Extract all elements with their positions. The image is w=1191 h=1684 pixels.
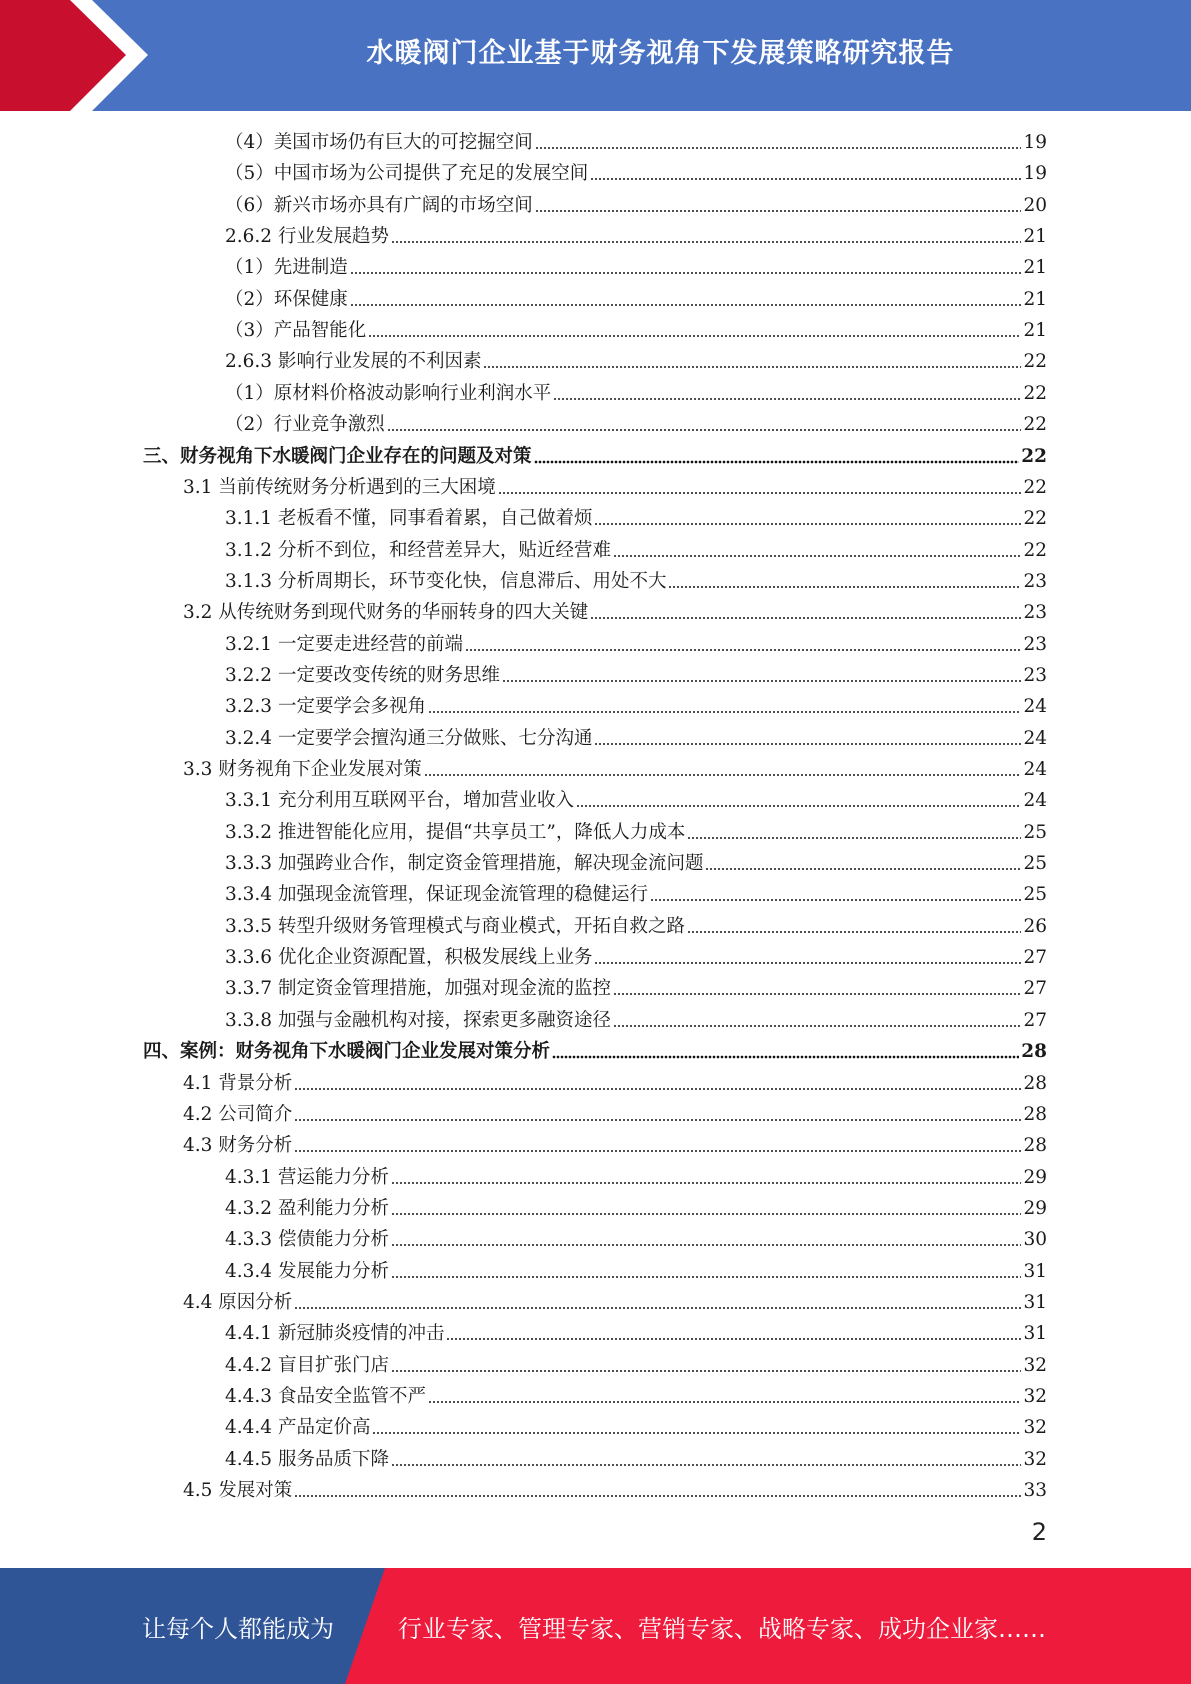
toc-dot-leader bbox=[590, 177, 1021, 181]
toc-entry[interactable] bbox=[183, 755, 1047, 785]
toc-dot-leader bbox=[294, 1087, 1021, 1091]
toc-entry-title: 4.4.1 新冠肺炎疫情的冲击 bbox=[225, 1323, 445, 1345]
toc-entry-page: 22 bbox=[1023, 508, 1047, 530]
toc-entry-title: 3.3.3 加强跨业合作，制定资金管理措施，解决现金流问题 bbox=[225, 853, 704, 875]
toc-entry-page: 21 bbox=[1023, 257, 1047, 279]
toc-dot-leader bbox=[391, 1463, 1021, 1467]
toc-entry-page: 30 bbox=[1023, 1229, 1047, 1251]
toc-entry[interactable] bbox=[225, 285, 1047, 315]
toc-entry[interactable] bbox=[225, 1257, 1047, 1287]
toc-entry[interactable] bbox=[183, 1288, 1047, 1318]
toc-entry-title: （2）行业竞争激烈 bbox=[225, 414, 385, 436]
toc-dot-leader bbox=[391, 1275, 1021, 1279]
toc-dot-leader bbox=[594, 742, 1021, 746]
toc-entry-title: （4）美国市场仍有巨大的可挖掘空间 bbox=[225, 132, 533, 153]
toc-dot-leader bbox=[294, 1306, 1021, 1310]
toc-dot-leader bbox=[294, 1494, 1021, 1498]
toc-dot-leader bbox=[350, 303, 1022, 307]
toc-dot-leader bbox=[391, 1243, 1021, 1247]
toc-dot-leader bbox=[465, 648, 1021, 652]
toc-entry-title: 3.3.7 制定资金管理措施，加强对现金流的监控 bbox=[225, 978, 611, 1000]
toc-entry-title: 3.2.3 一定要学会多视角 bbox=[225, 696, 426, 718]
toc-entry[interactable] bbox=[225, 159, 1047, 189]
toc-entry[interactable] bbox=[225, 786, 1047, 816]
toc-dot-leader bbox=[687, 836, 1021, 840]
toc-entry-title: 4.4.5 服务品质下降 bbox=[225, 1448, 389, 1470]
toc-entry-page: 22 bbox=[1023, 414, 1047, 436]
toc-dot-leader bbox=[424, 773, 1022, 777]
toc-entry-title: 4.3.3 偿债能力分析 bbox=[225, 1229, 389, 1251]
toc-entry[interactable] bbox=[225, 1225, 1047, 1255]
toc-dot-leader bbox=[391, 1369, 1021, 1373]
toc-entry-page: 27 bbox=[1023, 947, 1047, 969]
toc-entry-title: 4.4.3 食品安全监管不严 bbox=[225, 1386, 426, 1407]
page-number: 2 bbox=[1031, 1518, 1047, 1546]
toc-dot-leader bbox=[294, 1118, 1021, 1122]
toc-entry-title: 4.3.2 盈利能力分析 bbox=[225, 1197, 389, 1219]
toc-entry-title: 三、财务视角下水暖阀门企业存在的问题及对策 bbox=[143, 445, 532, 467]
toc-entry[interactable] bbox=[225, 1319, 1047, 1349]
toc-entry-title: 4.1 背景分析 bbox=[183, 1072, 293, 1094]
toc-entry-title: 3.1.1 老板看不懂，同事看着累，自己做着烦 bbox=[225, 508, 593, 530]
footer-slogan-left: 让每个人都能成为 bbox=[142, 1614, 334, 1643]
toc-entry-page: 21 bbox=[1023, 288, 1047, 310]
toc-entry[interactable] bbox=[225, 222, 1047, 252]
toc-dot-leader bbox=[668, 585, 1021, 589]
footer-slogan-right: 行业专家、管理专家、营销专家、战略专家、成功企业家…… bbox=[398, 1614, 1046, 1643]
toc-entry-page: 28 bbox=[1023, 1135, 1047, 1157]
toc-entry-page: 26 bbox=[1023, 915, 1047, 937]
toc-dot-leader bbox=[428, 1400, 1021, 1404]
toc-entry[interactable] bbox=[225, 504, 1047, 534]
toc-entry[interactable] bbox=[225, 974, 1047, 1004]
toc-entry[interactable] bbox=[225, 943, 1047, 973]
toc-entry-page: 22 bbox=[1023, 539, 1047, 561]
toc-dot-leader bbox=[613, 554, 1021, 558]
toc-dot-leader bbox=[446, 1337, 1021, 1341]
toc-entry-page: 28 bbox=[1021, 1041, 1047, 1063]
toc-entry[interactable] bbox=[225, 818, 1047, 848]
page-footer bbox=[0, 1568, 1191, 1684]
toc-entry[interactable] bbox=[225, 567, 1047, 597]
toc-entry-title: 3.3.5 转型升级财务管理模式与商业模式，开拓自救之路 bbox=[225, 915, 685, 937]
toc-entry[interactable] bbox=[225, 379, 1047, 409]
toc-entry-page: 24 bbox=[1023, 790, 1047, 812]
toc-dot-leader bbox=[553, 397, 1021, 401]
toc-entry-page: 22 bbox=[1023, 382, 1047, 404]
toc-entry-page: 19 bbox=[1023, 132, 1047, 153]
toc-dot-leader bbox=[687, 930, 1021, 934]
toc-entry-title: （5）中国市场为公司提供了充足的发展空间 bbox=[225, 163, 589, 185]
toc-entry[interactable] bbox=[143, 442, 1047, 472]
toc-entry[interactable] bbox=[225, 347, 1047, 377]
toc-dot-leader bbox=[552, 1055, 1019, 1059]
toc-entry-title: （1）先进制造 bbox=[225, 257, 348, 279]
toc-entry[interactable] bbox=[225, 692, 1047, 722]
toc-entry-title: 3.3.8 加强与金融机构对接，探索更多融资途径 bbox=[225, 1009, 611, 1031]
toc-entry[interactable] bbox=[225, 630, 1047, 660]
toc-entry-title: 3.1 当前传统财务分析遇到的三大困境 bbox=[183, 476, 496, 498]
toc-entry-page: 24 bbox=[1023, 696, 1047, 718]
toc-entry-title: 3.3.4 加强现金流管理，保证现金流管理的稳健运行 bbox=[225, 884, 648, 906]
toc-entry[interactable] bbox=[183, 1131, 1047, 1161]
toc-entry-page: 32 bbox=[1023, 1386, 1047, 1407]
toc-entry-title: 3.2.1 一定要走进经营的前端 bbox=[225, 633, 463, 655]
toc-entry[interactable] bbox=[225, 316, 1047, 346]
toc-entry-page: 29 bbox=[1023, 1166, 1047, 1188]
toc-entry-title: 4.4.2 盲目扩张门店 bbox=[225, 1354, 389, 1376]
toc-dot-leader bbox=[590, 616, 1021, 620]
toc-dot-leader bbox=[294, 1149, 1021, 1153]
toc-dot-leader bbox=[368, 334, 1021, 338]
toc-entry-page: 32 bbox=[1023, 1354, 1047, 1376]
toc-entry-page: 33 bbox=[1023, 1480, 1047, 1502]
toc-entry-page: 22 bbox=[1023, 476, 1047, 498]
toc-entry-title: 2.6.3 影响行业发展的不利因素 bbox=[225, 351, 482, 373]
toc-entry-page: 32 bbox=[1023, 1417, 1047, 1439]
document-title: 水暖阀门企业基于财务视角下发展策略研究报告 bbox=[366, 37, 955, 69]
toc-dot-leader bbox=[535, 209, 1022, 213]
toc-entry-title: 2.6.2 行业发展趋势 bbox=[225, 226, 389, 248]
page-header bbox=[0, 0, 1191, 111]
toc-entry[interactable] bbox=[225, 191, 1047, 221]
toc-entry[interactable] bbox=[225, 410, 1047, 440]
toc-dot-leader bbox=[705, 867, 1021, 871]
toc-entry-page: 19 bbox=[1023, 163, 1047, 185]
toc-entry-page: 20 bbox=[1023, 194, 1047, 216]
toc-dot-leader bbox=[498, 491, 1022, 495]
toc-dot-leader bbox=[535, 146, 1022, 150]
toc-entry[interactable] bbox=[225, 912, 1047, 942]
toc-entry-page: 23 bbox=[1023, 570, 1047, 592]
toc-entry-title: 四、案例：财务视角下水暖阀门企业发展对策分析 bbox=[143, 1041, 551, 1063]
toc-dot-leader bbox=[534, 460, 1020, 464]
toc-entry[interactable] bbox=[225, 724, 1047, 754]
toc-entry-title: （1）原材料价格波动影响行业利润水平 bbox=[225, 382, 552, 404]
toc-entry[interactable] bbox=[225, 1445, 1047, 1475]
toc-entry[interactable] bbox=[225, 1351, 1047, 1381]
toc-entry[interactable] bbox=[183, 1069, 1047, 1099]
toc-dot-leader bbox=[594, 522, 1021, 526]
toc-entry-title: （6）新兴市场亦具有广阔的市场空间 bbox=[225, 194, 533, 216]
toc-entry-page: 31 bbox=[1023, 1260, 1047, 1282]
toc-dot-leader bbox=[391, 1181, 1021, 1185]
toc-entry-title: （2）环保健康 bbox=[225, 288, 348, 310]
toc-entry[interactable] bbox=[225, 661, 1047, 691]
toc-dot-leader bbox=[483, 365, 1021, 369]
toc-entry[interactable] bbox=[225, 1382, 1047, 1412]
toc-dot-leader bbox=[391, 1212, 1021, 1216]
toc-entry-title: 3.2 从传统财务到现代财务的华丽转身的四大关键 bbox=[183, 602, 589, 624]
toc-entry[interactable] bbox=[183, 598, 1047, 628]
toc-entry-title: 4.4 原因分析 bbox=[183, 1291, 293, 1313]
toc-entry-page: 21 bbox=[1023, 320, 1047, 342]
toc-entry[interactable] bbox=[225, 1413, 1047, 1443]
toc-entry-title: 4.5 发展对策 bbox=[183, 1480, 293, 1502]
toc-entry-page: 23 bbox=[1023, 602, 1047, 624]
toc-entry-title: 3.1.2 分析不到位，和经营差异大，贴近经营难 bbox=[225, 539, 611, 561]
toc-entry-title: 4.3.4 发展能力分析 bbox=[225, 1260, 389, 1282]
toc-entry[interactable] bbox=[225, 849, 1047, 879]
toc-entry-title: 3.3.2 推进智能化应用，提倡“共享员工”，降低人力成本 bbox=[225, 821, 686, 843]
toc-entry[interactable] bbox=[183, 473, 1047, 503]
toc-entry[interactable] bbox=[225, 880, 1047, 910]
toc-entry[interactable] bbox=[225, 1194, 1047, 1224]
toc-entry-page: 29 bbox=[1023, 1197, 1047, 1219]
toc-entry-page: 24 bbox=[1023, 759, 1047, 780]
toc-dot-leader bbox=[391, 240, 1021, 244]
toc-entry-title: 3.3.1 充分利用互联网平台，增加营业收入 bbox=[225, 790, 574, 812]
toc-dot-leader bbox=[372, 1431, 1021, 1435]
toc-entry-page: 32 bbox=[1023, 1448, 1047, 1470]
toc-dot-leader bbox=[502, 679, 1021, 683]
toc-entry-page: 23 bbox=[1023, 664, 1047, 686]
toc-entry-page: 22 bbox=[1021, 445, 1047, 467]
toc-entry[interactable] bbox=[225, 128, 1047, 158]
toc-entry-page: 31 bbox=[1023, 1291, 1047, 1313]
toc-entry[interactable] bbox=[183, 1100, 1047, 1130]
toc-entry-page: 27 bbox=[1023, 978, 1047, 1000]
toc-entry-title: 3.2.2 一定要改变传统的财务思维 bbox=[225, 664, 500, 686]
toc-dot-leader bbox=[428, 710, 1021, 714]
toc-entry-page: 23 bbox=[1023, 633, 1047, 655]
toc-entry-title: 4.3 财务分析 bbox=[183, 1135, 293, 1157]
toc-entry[interactable] bbox=[225, 1163, 1047, 1193]
toc-entry-page: 25 bbox=[1023, 884, 1047, 906]
toc-entry[interactable] bbox=[225, 536, 1047, 566]
toc-entry-page: 31 bbox=[1023, 1323, 1047, 1345]
toc-entry-title: 3.3.6 优化企业资源配置，积极发展线上业务 bbox=[225, 947, 593, 969]
toc-entry-page: 25 bbox=[1023, 853, 1047, 875]
toc-dot-leader bbox=[613, 992, 1021, 996]
toc-dot-leader bbox=[387, 428, 1022, 432]
toc-entry[interactable] bbox=[225, 1006, 1047, 1036]
toc-entry-title: 3.3 财务视角下企业发展对策 bbox=[183, 759, 422, 780]
toc-entry-title: （3）产品智能化 bbox=[225, 320, 367, 342]
toc-dot-leader bbox=[576, 804, 1021, 808]
toc-entry[interactable] bbox=[225, 253, 1047, 283]
toc-entry-title: 4.4.4 产品定价高 bbox=[225, 1417, 371, 1439]
toc-entry-page: 25 bbox=[1023, 821, 1047, 843]
toc-dot-leader bbox=[350, 271, 1022, 275]
toc-entry-title: 4.3.1 营运能力分析 bbox=[225, 1166, 389, 1188]
toc-dot-leader bbox=[594, 961, 1021, 965]
toc-entry-title: 3.2.4 一定要学会擅沟通三分做账、七分沟通 bbox=[225, 727, 593, 749]
toc-dot-leader bbox=[613, 1024, 1021, 1028]
toc-entry-page: 24 bbox=[1023, 727, 1047, 749]
toc-entry-title: 3.1.3 分析周期长，环节变化快，信息滞后、用处不大 bbox=[225, 570, 667, 592]
toc-entry-page: 21 bbox=[1023, 226, 1047, 248]
toc-entry-page: 27 bbox=[1023, 1009, 1047, 1031]
toc-entry-page: 28 bbox=[1023, 1103, 1047, 1125]
toc-entry[interactable] bbox=[143, 1037, 1047, 1067]
toc-entry-page: 28 bbox=[1023, 1072, 1047, 1094]
toc-entry-page: 22 bbox=[1023, 351, 1047, 373]
toc-entry-title: 4.2 公司简介 bbox=[183, 1103, 293, 1125]
toc-entry[interactable] bbox=[183, 1476, 1047, 1506]
toc-dot-leader bbox=[650, 898, 1021, 902]
